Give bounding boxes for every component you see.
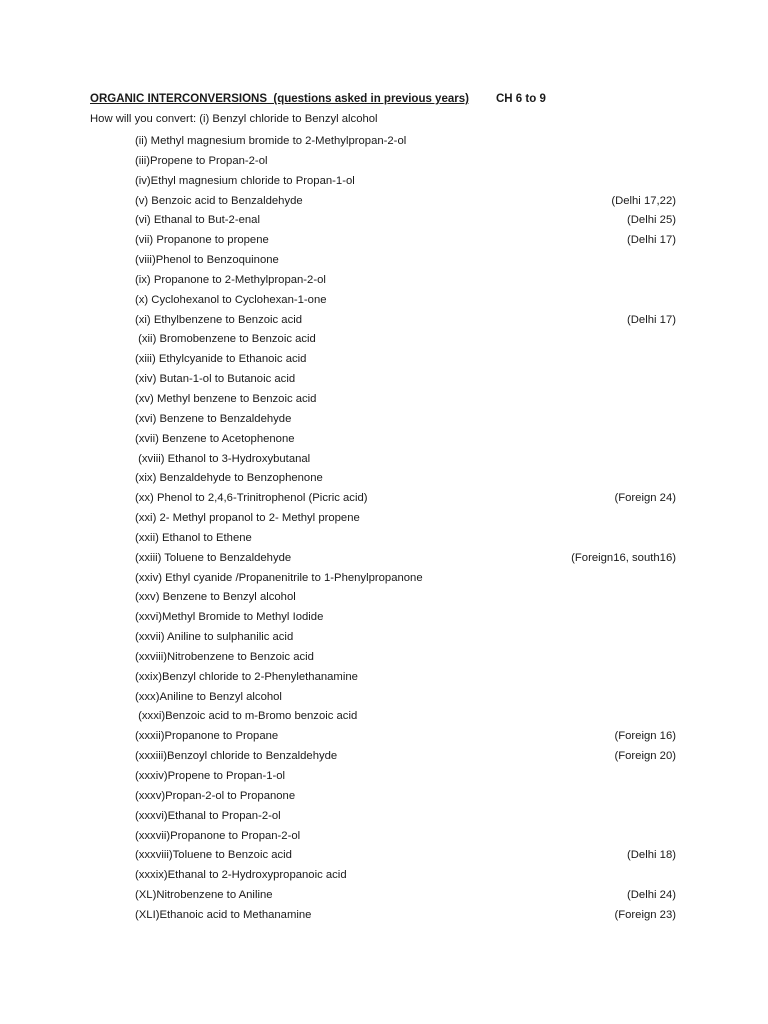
exam-reference: (Delhi 17): [627, 313, 676, 326]
question-item: [135, 846, 680, 866]
question-text: (xxii) Ethanol to Ethene: [135, 531, 252, 544]
exam-reference: (Delhi 24): [627, 889, 676, 902]
question-item: [135, 370, 680, 390]
question-text: (xxiii) Toluene to Benzaldehyde: [135, 551, 292, 564]
question-item: [135, 688, 680, 708]
question-item: [135, 192, 680, 212]
question-item: [135, 132, 680, 152]
question-item: [135, 727, 680, 747]
question-item: [135, 469, 680, 489]
question-item: [135, 350, 680, 370]
question-text: (xxxix)Ethanal to 2-Hydroxypropanoic acid: [135, 869, 347, 882]
question-text: (x) Cyclohexanol to Cyclohexan-1-one: [135, 293, 327, 306]
question-text: (xxvii) Aniline to sulphanilic acid: [135, 631, 294, 644]
question-item: [135, 886, 680, 906]
question-text: (xxxviii)Toluene to Benzoic acid: [135, 849, 292, 862]
question-item: [135, 172, 680, 192]
question-text: (viii)Phenol to Benzoquinone: [135, 254, 279, 267]
question-text: (xxxvi)Ethanal to Propan-2-ol: [135, 809, 281, 822]
question-text: (xvii) Benzene to Acetophenone: [135, 432, 295, 445]
document-title: ORGANIC INTERCONVERSIONS (questions asked in previous years): [90, 93, 469, 105]
question-item: [135, 450, 680, 470]
question-text: (xvi) Benzene to Benzaldehyde: [135, 412, 292, 425]
exam-reference: (Delhi 25): [627, 214, 676, 227]
question-text: (xxxiii)Benzoyl chloride to Benzaldehyde: [135, 750, 338, 763]
question-item: [135, 152, 680, 172]
question-item: [135, 410, 680, 430]
question-item: [135, 747, 680, 767]
question-text: (xxxi)Benzoic acid to m-Bromo benzoic acid: [135, 710, 358, 723]
question-item: [135, 807, 680, 827]
question-text: (xix) Benzaldehyde to Benzophenone: [135, 472, 323, 485]
question-item: [135, 489, 680, 509]
exam-reference: (Foreign 20): [614, 750, 676, 763]
question-text: (xxiv) Ethyl cyanide /Propanenitrile to 1-Phenylpropanone: [135, 571, 423, 584]
question-item: [135, 390, 680, 410]
question-text: (xxviii)Nitrobenzene to Benzoic acid: [135, 650, 314, 663]
question-item: [135, 628, 680, 648]
question-text: (ix) Propanone to 2-Methylpropan-2-ol: [135, 273, 326, 286]
question-item: [135, 291, 680, 311]
question-text: (xxx)Aniline to Benzyl alcohol: [135, 690, 282, 703]
heading-row: [90, 93, 690, 111]
question-item: [135, 588, 680, 608]
question-text: (xx) Phenol to 2,4,6-Trinitrophenol (Picric acid): [135, 492, 368, 505]
question-item: [135, 707, 680, 727]
question-text: (xv) Methyl benzene to Benzoic acid: [135, 392, 317, 405]
question-text: (iv)Ethyl magnesium chloride to Propan-1-ol: [135, 174, 355, 187]
question-item: [135, 787, 680, 807]
question-text: (xxxv)Propan-2-ol to Propanone: [135, 789, 296, 802]
question-text: (vi) Ethanal to But-2-enal: [135, 214, 260, 227]
exam-reference: (Delhi 18): [627, 849, 676, 862]
question-text: (xii) Bromobenzene to Benzoic acid: [135, 333, 316, 346]
question-text: (xxix)Benzyl chloride to 2-Phenylethanamine: [135, 670, 358, 683]
question-item: [135, 767, 680, 787]
question-item: [135, 549, 680, 569]
question-item: [135, 608, 680, 628]
question-item: [135, 311, 680, 331]
question-item: [135, 211, 680, 231]
question-item: [135, 271, 680, 291]
exam-reference: (Foreign16, south16): [571, 551, 676, 564]
question-item: [135, 330, 680, 350]
question-text: (vii) Propanone to propene: [135, 234, 269, 247]
question-text: (xi) Ethylbenzene to Benzoic acid: [135, 313, 303, 326]
exam-reference: (Delhi 17,22): [611, 194, 676, 207]
question-text: (xxv) Benzene to Benzyl alcohol: [135, 591, 296, 604]
exam-reference: (Foreign 23): [614, 908, 676, 921]
chapter-range: CH 6 to 9: [496, 93, 546, 105]
question-text: (v) Benzoic acid to Benzaldehyde: [135, 194, 303, 207]
question-item: [135, 231, 680, 251]
question-item: [135, 668, 680, 688]
question-text: (xxxiv)Propene to Propan-1-ol: [135, 770, 286, 782]
question-text: (XL)Nitrobenzene to Aniline: [135, 889, 273, 902]
question-text: (XLI)Ethanoic acid to Methanamine: [135, 908, 312, 921]
question-text: (iii)Propene to Propan-2-ol: [135, 154, 268, 167]
question-list: [135, 132, 680, 926]
question-text: (xiii) Ethylcyanide to Ethanoic acid: [135, 353, 307, 366]
exam-reference: (Delhi 17): [627, 234, 676, 247]
question-item: [135, 827, 680, 847]
exam-reference: (Foreign 16): [614, 730, 676, 743]
question-text: (xxxii)Propanone to Propane: [135, 730, 279, 743]
question-item: [135, 509, 680, 529]
question-text: (xxxvii)Propanone to Propan-2-ol: [135, 829, 301, 842]
exam-reference: (Foreign 24): [614, 492, 676, 505]
question-text: (xxi) 2- Methyl propanol to 2- Methyl propene: [135, 512, 360, 525]
intro-question: How will you convert: (i) Benzyl chloride to Benzyl alcohol: [90, 113, 378, 125]
question-text: (xxvi)Methyl Bromide to Methyl Iodide: [135, 611, 324, 624]
question-item: [135, 430, 680, 450]
question-item: [135, 906, 680, 926]
question-item: [135, 529, 680, 549]
question-item: [135, 251, 680, 271]
question-item: [135, 569, 680, 589]
question-text: (ii) Methyl magnesium bromide to 2-Methylpropan-2-ol: [135, 135, 407, 147]
question-text: (xviii) Ethanol to 3-Hydroxybutanal: [135, 452, 311, 465]
question-item: [135, 866, 680, 886]
question-item: [135, 648, 680, 668]
question-text: (xiv) Butan-1-ol to Butanoic acid: [135, 373, 296, 386]
